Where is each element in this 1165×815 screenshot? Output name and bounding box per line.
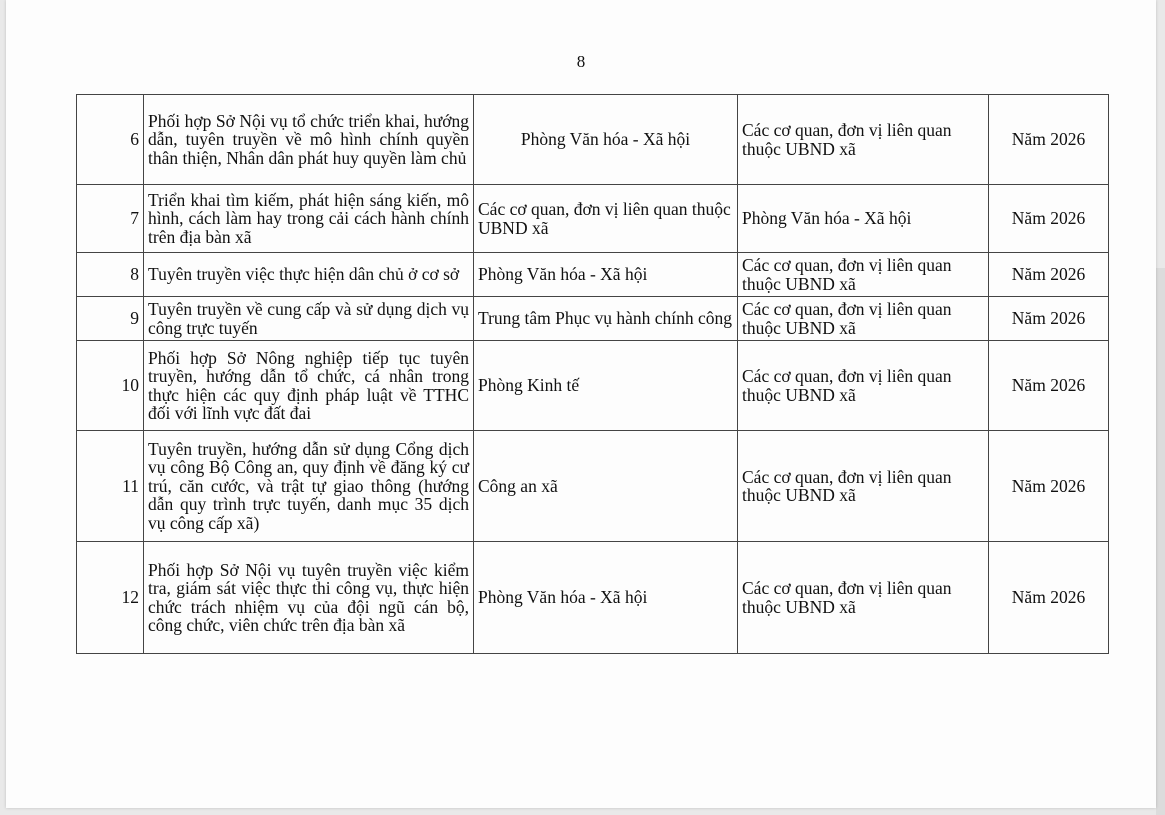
task-cell: Tuyên truyền, hướng dẫn sử dụng Cổng dịch vụ công Bộ Công an, quy định về đăng ký cư trú, căn cước, và trật tự giao thông (hướng dẫn quy trình trực tuyến, danh mục 35 dịch vụ công cấp xã)	[144, 431, 474, 542]
row-number: 9	[77, 297, 144, 341]
time-cell: Năm 2026	[989, 253, 1109, 297]
row-number: 8	[77, 253, 144, 297]
table-row	[77, 253, 1109, 297]
time-cell: Năm 2026	[989, 341, 1109, 431]
document-page	[6, 0, 1156, 808]
table-row	[77, 542, 1109, 654]
background-edge	[1156, 268, 1165, 815]
coop-unit-cell: Các cơ quan, đơn vị liên quan thuộc UBND xã	[738, 297, 989, 341]
lead-unit-cell: Phòng Văn hóa - Xã hội	[474, 95, 738, 185]
table-row	[77, 341, 1109, 431]
table-row	[77, 185, 1109, 253]
coop-unit-cell: Các cơ quan, đơn vị liên quan thuộc UBND xã	[738, 95, 989, 185]
task-cell: Phối hợp Sở Nội vụ tuyên truyền việc kiểm tra, giám sát việc thực thi công vụ, thực hiện chức trách nhiệm vụ của đội ngũ cán bộ, công chức, viên chức trên địa bàn xã	[144, 542, 474, 654]
row-number: 12	[77, 542, 144, 654]
lead-unit-cell: Phòng Văn hóa - Xã hội	[474, 253, 738, 297]
table-row	[77, 431, 1109, 542]
row-number: 10	[77, 341, 144, 431]
time-cell: Năm 2026	[989, 431, 1109, 542]
task-table	[76, 94, 1109, 654]
time-cell: Năm 2026	[989, 185, 1109, 253]
row-number: 6	[77, 95, 144, 185]
lead-unit-cell: Các cơ quan, đơn vị liên quan thuộc UBND xã	[474, 185, 738, 253]
task-cell: Phối hợp Sở Nội vụ tổ chức triển khai, hướng dẫn, tuyên truyền về mô hình chính quyền thân thiện, Nhân dân phát huy quyền làm chủ	[144, 95, 474, 185]
coop-unit-cell: Phòng Văn hóa - Xã hội	[738, 185, 989, 253]
task-cell: Phối hợp Sở Nông nghiệp tiếp tục tuyên truyền, hướng dẫn tổ chức, cá nhân trong thực hiện các quy định pháp luật về TTHC đối với lĩnh vực đất đai	[144, 341, 474, 431]
row-number: 11	[77, 431, 144, 542]
page-number: 8	[576, 52, 586, 71]
row-number: 7	[77, 185, 144, 253]
time-cell: Năm 2026	[989, 542, 1109, 654]
lead-unit-cell: Trung tâm Phục vụ hành chính công	[474, 297, 738, 341]
time-cell: Năm 2026	[989, 95, 1109, 185]
coop-unit-cell: Các cơ quan, đơn vị liên quan thuộc UBND xã	[738, 253, 989, 297]
table-row	[77, 297, 1109, 341]
lead-unit-cell: Phòng Văn hóa - Xã hội	[474, 542, 738, 654]
coop-unit-cell: Các cơ quan, đơn vị liên quan thuộc UBND xã	[738, 431, 989, 542]
coop-unit-cell: Các cơ quan, đơn vị liên quan thuộc UBND xã	[738, 341, 989, 431]
task-cell: Tuyên truyền việc thực hiện dân chủ ở cơ sở	[144, 253, 474, 297]
lead-unit-cell: Phòng Kinh tế	[474, 341, 738, 431]
coop-unit-cell: Các cơ quan, đơn vị liên quan thuộc UBND xã	[738, 542, 989, 654]
task-cell: Triển khai tìm kiếm, phát hiện sáng kiến, mô hình, cách làm hay trong cải cách hành chính trên địa bàn xã	[144, 185, 474, 253]
lead-unit-cell: Công an xã	[474, 431, 738, 542]
table-row	[77, 95, 1109, 185]
task-cell: Tuyên truyền về cung cấp và sử dụng dịch vụ công trực tuyến	[144, 297, 474, 341]
time-cell: Năm 2026	[989, 297, 1109, 341]
